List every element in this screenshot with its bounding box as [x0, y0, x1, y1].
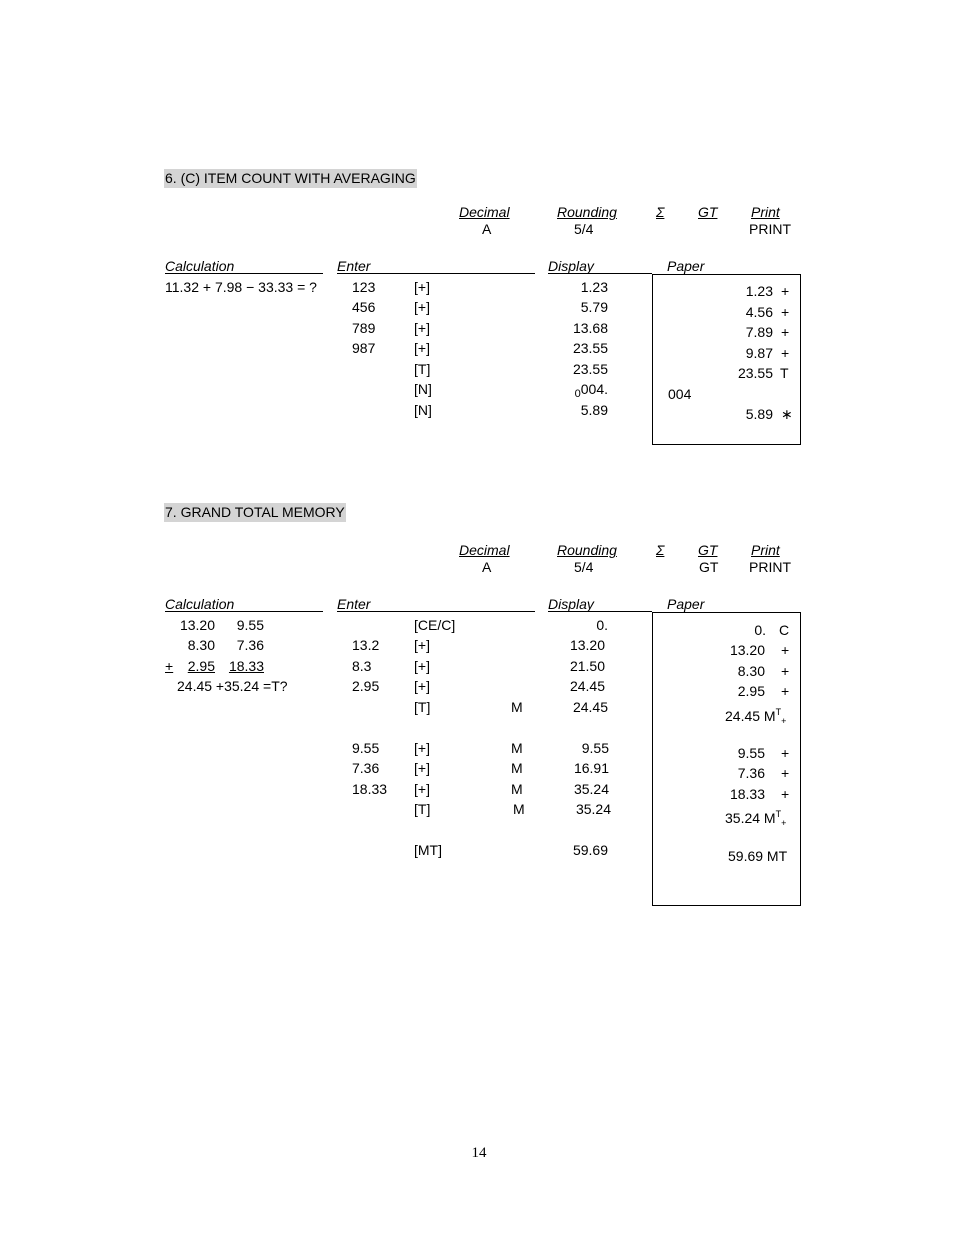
display-value: 13.68	[572, 320, 608, 336]
gt-label: GT	[698, 542, 718, 558]
enter-key: [T]	[414, 801, 431, 817]
calc-value: 2.95	[187, 658, 215, 674]
enter-key: [MT]	[414, 842, 442, 858]
enter-key: [+]	[414, 340, 430, 356]
display-value: 59.69	[572, 842, 608, 858]
rounding-value: 5/4	[574, 221, 594, 237]
enter-key: [+]	[414, 299, 430, 315]
enter-number: 789	[352, 320, 376, 336]
paper-symbol: +	[781, 765, 790, 781]
section-6-title: 6. (C) ITEM COUNT WITH AVERAGING	[165, 170, 416, 186]
calc-value: 18.33	[228, 658, 264, 674]
rounding-label: Rounding	[557, 204, 617, 220]
memory-indicator: M	[513, 801, 525, 817]
display-value: 5.89	[580, 402, 608, 418]
enter-number: 2.95	[352, 678, 380, 694]
calc-total-expression: 24.45 +35.24 =T?	[177, 678, 288, 694]
paper-value: 9.55	[737, 745, 765, 761]
paper-value: 18.33	[729, 786, 765, 802]
print-label: Print	[751, 542, 780, 558]
display-value: 35.24	[575, 801, 611, 817]
decimal-label: Decimal	[459, 542, 510, 558]
section-7-title: 7. GRAND TOTAL MEMORY	[165, 504, 345, 520]
paper-header: Paper	[667, 596, 705, 612]
rounding-value: 5/4	[574, 559, 594, 575]
paper-value: 7.36	[737, 765, 765, 781]
paper-symbol: ∗	[781, 406, 793, 422]
paper-value: 5.89	[745, 406, 773, 422]
paper-count: 004	[668, 386, 692, 402]
display-rule	[548, 273, 652, 274]
enter-number: 123	[352, 279, 376, 295]
enter-header: Enter	[337, 596, 371, 612]
enter-number: 18.33	[352, 781, 388, 797]
enter-key: [T]	[414, 361, 431, 377]
memory-indicator: M	[511, 740, 523, 756]
calc-value: 9.55	[236, 617, 264, 633]
enter-key: [+]	[414, 781, 430, 797]
paper-symbol: +	[781, 663, 790, 679]
calculation-header: Calculation	[165, 596, 235, 612]
enter-key: [N]	[414, 381, 432, 397]
display-value: 1.23	[580, 279, 608, 295]
display-value: 24.45	[569, 678, 605, 694]
sigma-label: Σ	[656, 204, 665, 220]
decimal-value: A	[482, 221, 492, 237]
decimal-label: Decimal	[459, 204, 510, 220]
paper-value: 24.45 M	[725, 708, 776, 724]
paper-subscript: +	[781, 818, 787, 828]
memory-indicator: M	[511, 699, 523, 715]
paper-value: 0.	[754, 622, 766, 638]
display-value: 0.	[596, 617, 608, 633]
paper-value: 23.55	[737, 365, 773, 381]
enter-key: [+]	[414, 320, 430, 336]
paper-value: 2.95	[737, 683, 765, 699]
calc-value: 7.36	[236, 637, 264, 653]
calc-operator: +	[165, 658, 174, 674]
paper-symbol: +	[781, 786, 790, 802]
enter-rule	[337, 273, 535, 274]
enter-header: Enter	[337, 258, 371, 274]
enter-rule	[337, 611, 535, 612]
display-value-count	[540, 381, 608, 403]
decimal-value: A	[482, 559, 492, 575]
paper-memory-total	[725, 704, 786, 730]
display-rule	[548, 611, 652, 612]
paper-grand-total: 59.69 MT	[728, 848, 788, 864]
paper-symbol: C	[779, 622, 790, 638]
paper-value: 4.56	[745, 304, 773, 320]
sigma-label: Σ	[656, 542, 665, 558]
paper-value: 9.87	[745, 345, 773, 361]
paper-subscript: +	[781, 716, 787, 726]
paper-value: 7.89	[745, 324, 773, 340]
print-label: Print	[751, 204, 780, 220]
paper-value: 1.23	[745, 283, 773, 299]
calculation-rule	[165, 611, 323, 612]
enter-number: 9.55	[352, 740, 380, 756]
display-subscript: 0	[574, 388, 581, 400]
display-value: 9.55	[581, 740, 609, 756]
gt-label: GT	[698, 204, 718, 220]
paper-symbol: +	[781, 642, 790, 658]
rounding-label: Rounding	[557, 542, 617, 558]
calc-value: 13.20	[179, 617, 215, 633]
display-value: 13.20	[569, 637, 605, 653]
enter-key: [+]	[414, 658, 430, 674]
enter-number: 456	[352, 299, 376, 315]
display-value: 16.91	[573, 760, 609, 776]
display-value: 5.79	[580, 299, 608, 315]
display-value: 24.45	[572, 699, 608, 715]
calculation-expression: 11.32 + 7.98 − 33.33 = ?	[165, 279, 317, 295]
paper-memory-total	[725, 806, 786, 832]
enter-key: [T]	[414, 699, 431, 715]
enter-key: [+]	[414, 279, 430, 295]
enter-key: [+]	[414, 740, 430, 756]
display-header: Display	[548, 596, 594, 612]
enter-key: [N]	[414, 402, 432, 418]
print-value: PRINT	[749, 559, 791, 575]
display-header: Display	[548, 258, 594, 274]
paper-value: 35.24 M	[725, 810, 776, 826]
enter-number: 7.36	[352, 760, 380, 776]
memory-indicator: M	[511, 781, 523, 797]
page-number: 14	[471, 1145, 487, 1161]
paper-value: 13.20	[729, 642, 765, 658]
enter-number: 987	[352, 340, 376, 356]
enter-number: 8.3	[352, 658, 372, 674]
paper-symbol: +	[781, 683, 790, 699]
paper-superscript: T	[775, 707, 782, 717]
display-value: 23.55	[572, 340, 608, 356]
paper-symbol: +	[781, 324, 790, 340]
paper-symbol: +	[781, 745, 790, 761]
paper-symbol: T	[780, 365, 789, 381]
display-value: 21.50	[569, 658, 605, 674]
calculation-header: Calculation	[165, 258, 235, 274]
display-value: 004.	[580, 381, 608, 397]
memory-indicator: M	[511, 760, 523, 776]
enter-key: [+]	[414, 760, 430, 776]
paper-header: Paper	[667, 258, 705, 274]
paper-symbol: +	[781, 283, 790, 299]
calculation-rule	[165, 273, 323, 274]
enter-number: 13.2	[352, 637, 380, 653]
enter-key: [+]	[414, 637, 430, 653]
paper-superscript: T	[775, 809, 782, 819]
display-value: 23.55	[572, 361, 608, 377]
gt-value: GT	[699, 559, 719, 575]
paper-symbol: +	[781, 345, 790, 361]
paper-value: 8.30	[737, 663, 765, 679]
calc-value: 8.30	[187, 637, 215, 653]
enter-key: [CE/C]	[414, 617, 456, 633]
display-value: 35.24	[573, 781, 609, 797]
print-value: PRINT	[749, 221, 791, 237]
paper-symbol: +	[781, 304, 790, 320]
enter-key: [+]	[414, 678, 430, 694]
